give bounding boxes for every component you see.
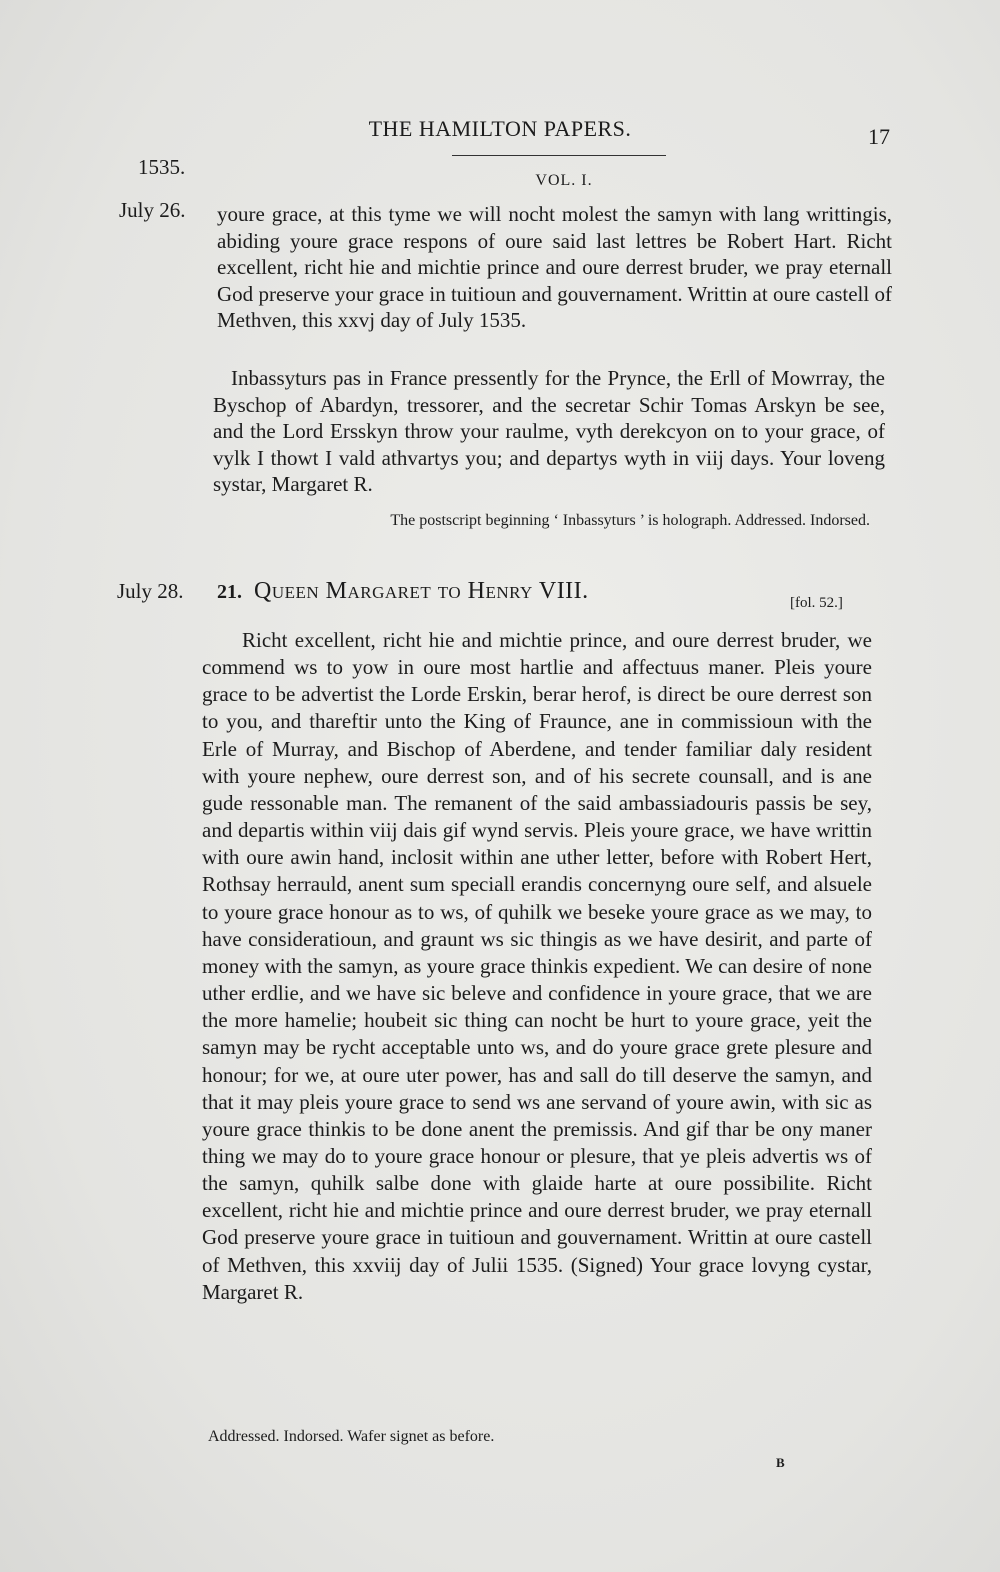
header-rule	[452, 155, 666, 156]
margin-year: 1535.	[138, 155, 186, 179]
volume-label: VOL. I.	[535, 172, 593, 189]
letter-heading	[217, 578, 589, 605]
letter-footer-note: Addressed. Indorsed. Wafer signet as before.	[208, 1428, 495, 1445]
continued-letter-paragraph: youre grace, at this tyme we will nocht molest the samyn with lang writtingis, abiding youre grace respons of oure said last lettres be Robert Hart. Richt excellent, richt hie and michtie prince and oure derrest bruder, we pray eternall God preserve your grace in tuitioun and gouvernament. Writtin at oure castell of Methven, this xxvj day of July 1535.	[217, 202, 892, 333]
margin-date-july-26: July 26.	[119, 198, 186, 222]
margin-date-july-28: July 28.	[117, 579, 184, 603]
page-number: 17	[868, 124, 890, 149]
postscript-paragraph: Inbassyturs pas in France pressently for the Prynce, the Erll of Mowrray, the Byschop of Abardyn, tressorer, and the secretar Schir Tomas Arskyn be see, and the Lord Ersskyn throw your raulme, vyth derekcyon on to your grace, of vylk I thowt I vald athvartys you; and departys wyth in viij days. Your loveng systar, Margaret R.	[213, 366, 885, 497]
postscript-note: The postscript beginning ‘ Inbassyturs ’ is holograph. Addressed. Indorsed.	[390, 512, 870, 529]
letter-number: 21.	[217, 581, 242, 603]
running-title: THE HAMILTON PAPERS.	[368, 116, 632, 141]
signature-mark: B	[776, 1455, 785, 1470]
letter-body: Richt excellent, richt hie and michtie prince, and oure derrest bruder, we commend ws to yow in oure most hartlie and affectuus maner. Pleis youre grace to be advertist the Lorde Erskin, berar herof, is direct be oure derrest son to you, and thareftir unto the King of Fraunce, ane in commissioun with the Erle of Murray, and Bischop of Aberdene, and tender familiar daly resident with youre nephew, oure derrest son, and of his secrete counsall, and is ane gude ressonable man. The remanent of the said ambassiadouris passis be sey, and departis within viij dais gif wynd servis. Pleis youre grace, we have writtin with oure awin hand, inclosit within ane uther letter, before with Robert Hert, Rothsay herrauld, anent sum speciall erandis concernyng oure self, and alsuele to youre grace honour as to ws, of quhilk we beseke youre grace as we may, to have consideratioun, and graunt ws sic thingis as we have desirit, and parte of money with the samyn, as youre grace thinkis expedient. We can desire of none uther erdlie, and we have sic beleve and confidence in youre grace, that we are the more hamelie; houbeit sic thing can nocht be hurt to youre grace, yeit the samyn may be rycht acceptable unto ws, and do youre grace grete plesure and honour; for we, at oure uter power, has and sall do till deserve the samyn, and that it may pleis youre grace to send ws ane servand of youre awin, with sic as youre grace thinkis to be done anent the premissis. And gif thar be ony maner thing we may do to youre grace honour or plesure, that ye pleis advertis ws of the samyn, quhilk salbe done with glaide harte at oure possibilite. Richt excellent, richt hie and michtie prince and oure derrest bruder, we pray eternall God preserve youre grace in tuitioun and gouvernament. Writtin at oure castell of Methven, this xxviij day of Julii 1535. (Signed) Your grace lovyng cystar, Margaret R.	[202, 628, 872, 1304]
folio-reference: [fol. 52.]	[790, 595, 843, 611]
letter-title: Queen Margaret to Henry VIII.	[254, 578, 589, 604]
